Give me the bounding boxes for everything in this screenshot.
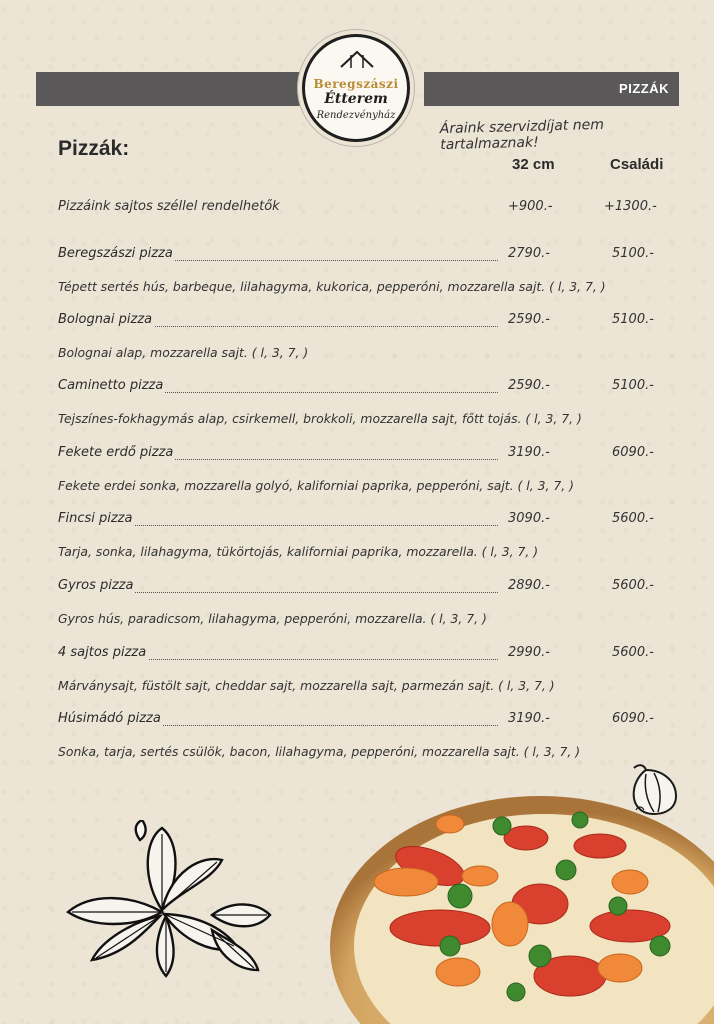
- item-name: Beregszászi pizza: [58, 246, 173, 261]
- logo-line-2: Étterem: [324, 91, 388, 107]
- item-name: Fincsi pizza: [58, 511, 133, 526]
- header-bar-left: [36, 72, 302, 106]
- item-description: Fekete erdei sonka, mozzarella golyó, kaliforniai paprika, pepperóni, sajt. ( l, 3, 7, ): [58, 478, 574, 493]
- item-price-32cm: 2990.-: [508, 645, 550, 660]
- column-header-family: Családi: [610, 156, 664, 173]
- item-description: Sonka, tarja, sertés csülök, bacon, lilahagyma, pepperóni, mozzarella sajt. ( l, 3, 7, ): [58, 744, 581, 759]
- item-price-family: 5100.-: [612, 378, 654, 393]
- cheese-crust-note: Pizzáink sajtos széllel rendelhetők: [58, 199, 280, 214]
- service-fee-notice: Áraink szervizdíjat nem tartalmaznak!: [439, 116, 605, 154]
- cheese-crust-price-32cm: +900.-: [508, 199, 553, 214]
- item-price-family: 5600.-: [612, 511, 654, 526]
- item-name: Bolognai pizza: [58, 312, 153, 327]
- menu-item: [58, 312, 678, 378]
- menu-item: [58, 578, 678, 644]
- menu-item: [58, 711, 678, 777]
- column-header-32cm: 32 cm: [512, 156, 555, 173]
- item-price-family: 5100.-: [612, 312, 654, 327]
- section-label: PIZZÁK: [619, 81, 669, 96]
- item-price-32cm: 3090.-: [508, 511, 550, 526]
- logo-line-1: Beregszászi: [313, 77, 399, 91]
- menu-item: [58, 246, 678, 312]
- item-price-32cm: 2590.-: [508, 312, 550, 327]
- item-description: Tépett sertés hús, barbeque, lilahagyma, kukorica, pepperóni, mozzarella sajt. ( l, 3, 7, ): [58, 279, 606, 294]
- item-description: Gyros hús, paradicsom, lilahagyma, pepperóni, mozzarella. ( l, 3, 7, ): [58, 611, 487, 626]
- menu-item: [58, 511, 678, 577]
- menu-item: [58, 445, 678, 511]
- item-price-family: 5600.-: [612, 578, 654, 593]
- restaurant-logo: [302, 34, 410, 142]
- item-name: 4 sajtos pizza: [58, 645, 147, 660]
- item-price-family: 5100.-: [612, 246, 654, 261]
- item-name: Fekete erdő pizza: [58, 445, 174, 460]
- item-name: Húsimádó pizza: [58, 711, 161, 726]
- item-price-32cm: 2790.-: [508, 246, 550, 261]
- item-price-32cm: 2890.-: [508, 578, 550, 593]
- menu-item: [58, 378, 678, 444]
- item-price-family: 6090.-: [612, 711, 654, 726]
- item-description: Tarja, sonka, lilahagyma, tükörtojás, kaliforniai paprika, mozzarella. ( l, 3, 7, ): [58, 544, 539, 559]
- basil-leaves-icon: [62, 820, 277, 980]
- menu-item: [58, 645, 678, 711]
- item-description: Bolognai alap, mozzarella sajt. ( l, 3, 7, ): [58, 345, 309, 360]
- item-price-32cm: 3190.-: [508, 711, 550, 726]
- pizza-image: [330, 796, 714, 1024]
- house-icon: [339, 49, 375, 69]
- item-description: Márványsajt, füstölt sajt, cheddar sajt, mozzarella sajt, parmezán sajt. ( l, 3, 7, ): [58, 678, 555, 693]
- item-name: Caminetto pizza: [58, 378, 164, 393]
- item-price-family: 6090.-: [612, 445, 654, 460]
- logo-line-3: Rendezvényház: [316, 110, 396, 121]
- item-description: Tejszínes-fokhagymás alap, csirkemell, brokkoli, mozzarella sajt, főtt tojás. ( l, 3, 7, ): [58, 411, 582, 426]
- item-price-32cm: 3190.-: [508, 445, 550, 460]
- item-price-32cm: 2590.-: [508, 378, 550, 393]
- header-bar-right: [424, 72, 679, 106]
- cheese-crust-price-family: +1300.-: [604, 199, 657, 214]
- item-price-family: 5600.-: [612, 645, 654, 660]
- item-name: Gyros pizza: [58, 578, 134, 593]
- page-title: Pizzák:: [58, 137, 130, 160]
